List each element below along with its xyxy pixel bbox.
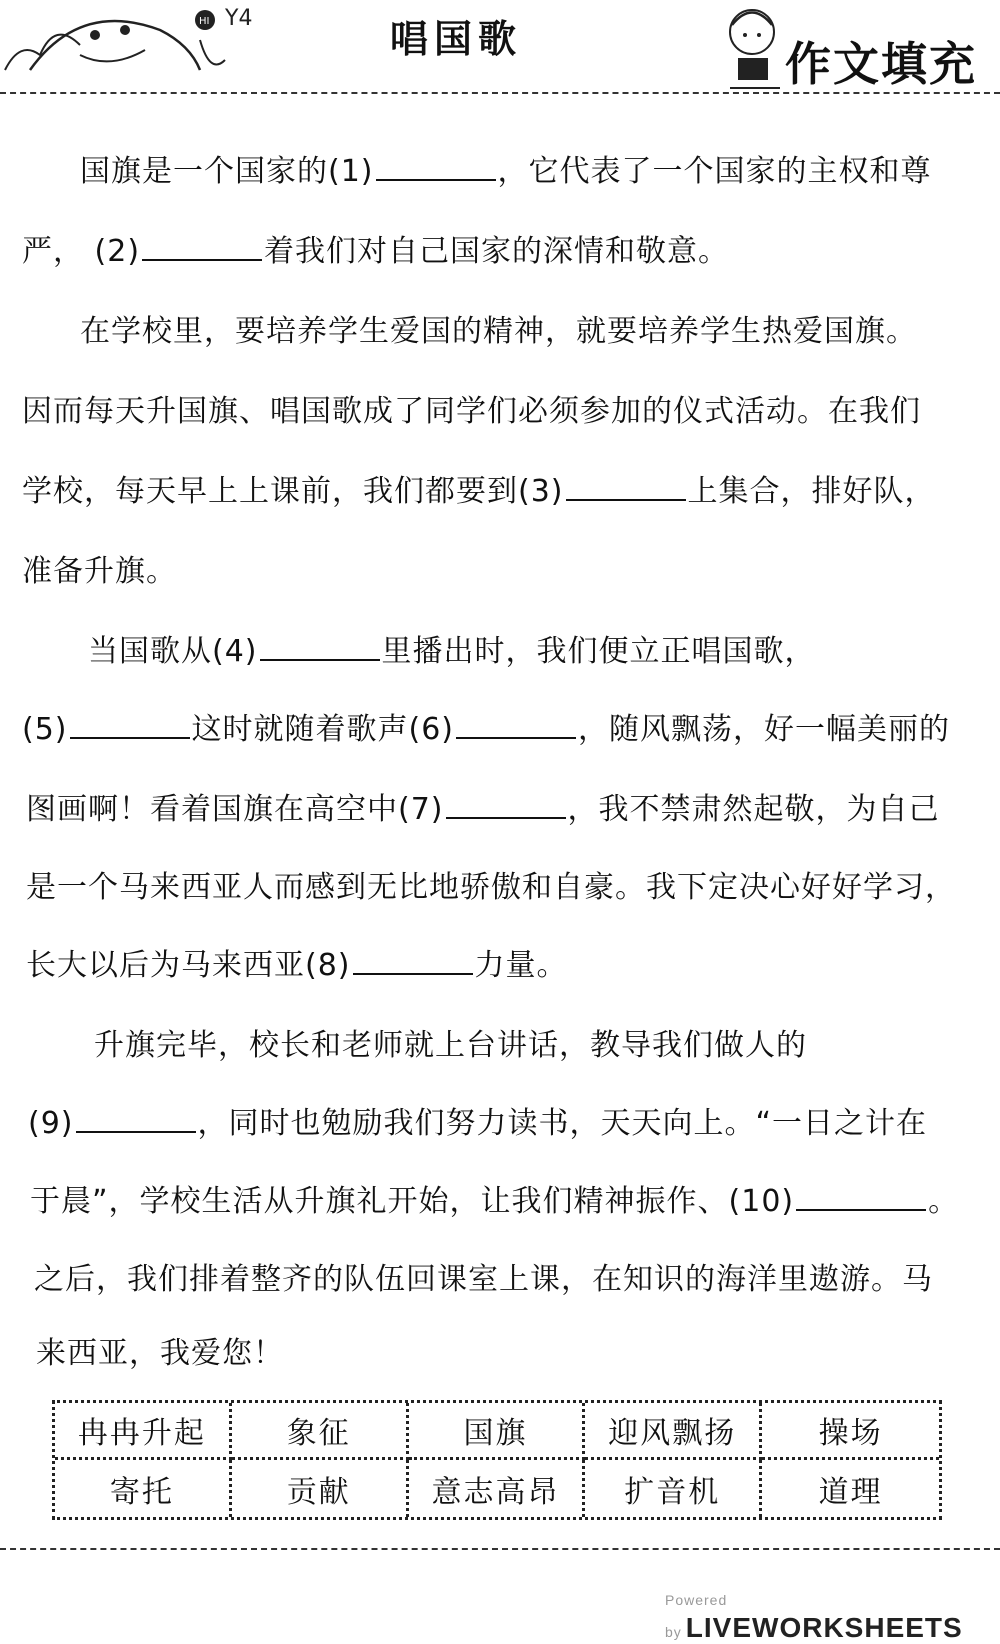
blank-3[interactable]	[566, 473, 686, 501]
text-line: 因而每天升国旗、唱国歌成了同学们必须参加的仪式活动。在我们	[22, 394, 921, 429]
word-bank-item: 冉冉升起	[55, 1403, 232, 1460]
word-bank	[52, 1400, 942, 1520]
brand-text: LIVEWORKSHEETS	[685, 1612, 963, 1643]
word-bank-item: 道理	[818, 1474, 883, 1510]
text-line: 之后，我们排着整齐的队伍回课室上课，在知识的海洋里遨游。马	[34, 1262, 933, 1297]
blank-5[interactable]	[70, 711, 190, 739]
text-line: 于晨”，学校生活从升旗礼开始，让我们精神振作、(10) 。	[30, 1184, 960, 1219]
text-line: 升旗完毕，校长和老师就上台讲话，教导我们做人的	[94, 1028, 807, 1063]
word-bank-item: 象征	[232, 1403, 409, 1460]
page-title: 唱国歌	[390, 17, 523, 61]
word-bank-item: 迎风飘扬	[585, 1403, 762, 1460]
header	[0, 0, 1000, 100]
header-divider	[0, 92, 1000, 94]
blank-2[interactable]	[142, 233, 262, 261]
blank-8[interactable]	[353, 947, 473, 975]
liveworksheets-logo[interactable]	[665, 1580, 1000, 1644]
section-badge: 作文填充	[785, 37, 977, 91]
text-line: 在学校里，要培养学生爱国的精神，就要培养学生热爱国旗。	[80, 314, 917, 349]
text-line: (5) 这时就随着歌声(6) ，随风飘荡，好一幅美丽的	[22, 712, 950, 747]
cartoon-decoration-icon	[0, 0, 270, 85]
word-bank-item: 寄托	[55, 1460, 232, 1517]
text-line: 国旗是一个国家的(1) ，它代表了一个国家的主权和尊	[80, 154, 932, 189]
blank-1[interactable]	[376, 153, 496, 181]
girl-reading-icon	[720, 0, 790, 95]
text-line: 图画啊！看着国旗在高空中(7) ，我不禁肃然起敬，为自己	[26, 792, 940, 827]
blank-10[interactable]	[796, 1183, 926, 1211]
text-line: 严， (2) 着我们对自己国家的深情和敬意。	[22, 234, 730, 269]
footer-divider	[0, 1548, 1000, 1550]
text-line: 来西亚，我爱您！	[36, 1336, 284, 1371]
text-line: 学校，每天早上上课前，我们都要到(3) 上集合，排好队，	[22, 474, 936, 509]
word-bank-item: 扩音机	[585, 1460, 762, 1517]
text-line: 是一个马来西亚人而感到无比地骄傲和自豪。我下定决心好好学习，	[26, 870, 956, 905]
text-line: 长大以后为马来西亚(8) 力量。	[26, 948, 568, 983]
hi-text: HI	[199, 16, 210, 27]
text-line: (9) ，同时也勉励我们努力读书，天天向上。“一日之计在	[28, 1106, 928, 1141]
text-line: 准备升旗。	[22, 554, 177, 589]
blank-6[interactable]	[456, 711, 576, 739]
blank-7[interactable]	[446, 791, 566, 819]
word-bank-item: 贡献	[232, 1460, 409, 1517]
blank-9[interactable]	[76, 1105, 196, 1133]
word-bank-item: 国旗	[409, 1403, 586, 1460]
level-text: Y4	[225, 6, 253, 31]
word-bank-item: 操场	[762, 1403, 939, 1460]
word-bank-item: 意志高昂	[409, 1460, 586, 1517]
blank-4[interactable]	[260, 633, 380, 661]
powered-by-text: Powered by	[665, 1592, 728, 1640]
text-line: 当国歌从(4) 里播出时，我们便立正唱国歌，	[88, 634, 816, 669]
